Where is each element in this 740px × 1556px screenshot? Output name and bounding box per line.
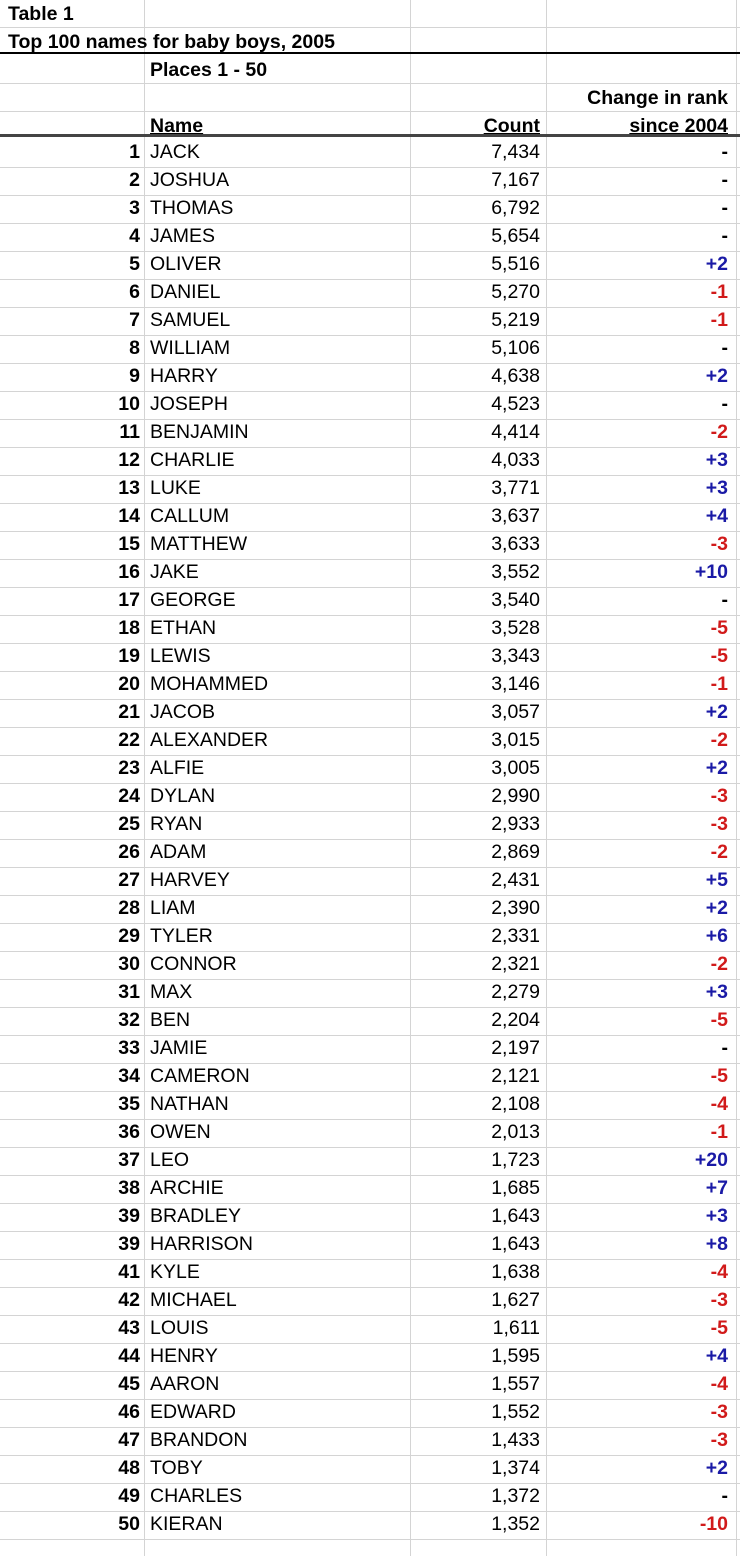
name-cell: LEWIS [150,645,211,667]
change-cell: +3 [705,981,728,1003]
change-cell: -1 [710,1121,728,1143]
name-cell: MICHAEL [150,1289,237,1311]
count-cell: 5,106 [491,337,540,359]
rank-cell: 39 [118,1233,140,1255]
change-cell: -1 [710,281,728,303]
rank-cell: 43 [118,1317,140,1339]
name-cell: JACK [150,141,200,163]
change-cell: +3 [705,449,728,471]
grid-column-divider [546,0,547,1556]
change-cell: +4 [705,1345,728,1367]
count-cell: 2,197 [491,1037,540,1059]
count-cell: 1,557 [491,1373,540,1395]
change-cell: +2 [705,1457,728,1479]
table-label: Table 1 [8,3,74,25]
rank-cell: 16 [118,561,140,583]
count-cell: 7,434 [491,141,540,163]
rank-cell: 32 [118,1009,140,1031]
rank-cell: 9 [129,365,140,387]
rank-cell: 45 [118,1373,140,1395]
rank-cell: 42 [118,1289,140,1311]
change-cell: +3 [705,477,728,499]
rank-cell: 29 [118,925,140,947]
change-cell: +6 [705,925,728,947]
rank-cell: 31 [118,981,140,1003]
change-cell: +7 [705,1177,728,1199]
rank-cell: 1 [129,141,140,163]
name-cell: JAMES [150,225,216,247]
change-cell: +2 [705,757,728,779]
change-cell: +8 [705,1233,728,1255]
name-cell: MAX [150,981,193,1003]
rank-cell: 28 [118,897,140,919]
change-cell: -3 [710,1289,728,1311]
name-cell: HARRY [150,365,218,387]
count-cell: 1,552 [491,1401,540,1423]
name-cell: ADAM [150,841,207,863]
grid-column-divider [144,0,145,1556]
count-cell: 5,654 [491,225,540,247]
table-title: Top 100 names for baby boys, 2005 [8,31,335,53]
name-cell: CONNOR [150,953,237,975]
name-cell: LIAM [150,897,196,919]
name-cell: BENJAMIN [150,421,249,443]
count-cell: 1,374 [491,1457,540,1479]
count-cell: 1,611 [492,1317,540,1339]
count-cell: 3,005 [491,757,540,779]
count-column-header: Count [483,115,540,137]
rank-cell: 36 [118,1121,140,1143]
name-column-header: Name [150,115,204,137]
count-cell: 1,685 [491,1177,540,1199]
change-cell: - [721,393,728,415]
count-cell: 1,638 [491,1261,540,1283]
name-cell: KYLE [150,1261,200,1283]
count-cell: 2,121 [491,1065,540,1087]
name-cell: HARRISON [150,1233,253,1255]
change-cell: +2 [705,701,728,723]
change-cell: - [721,197,728,219]
count-cell: 2,933 [491,813,540,835]
rank-cell: 47 [118,1429,140,1451]
name-cell: LEO [150,1149,190,1171]
count-cell: 3,552 [491,561,540,583]
count-cell: 3,146 [491,673,540,695]
rank-cell: 4 [129,225,140,247]
count-cell: 7,167 [491,169,540,191]
count-cell: 2,869 [491,841,540,863]
rank-cell: 10 [118,393,140,415]
change-cell: -3 [710,785,728,807]
rank-cell: 37 [118,1149,140,1171]
count-cell: 5,516 [491,253,540,275]
name-cell: MATTHEW [150,533,248,555]
count-cell: 4,414 [491,421,540,443]
change-cell: -2 [710,729,728,751]
rank-cell: 17 [118,589,140,611]
change-cell: -3 [710,1401,728,1423]
count-cell: 6,792 [491,197,540,219]
count-cell: 1,627 [491,1289,540,1311]
rank-cell: 49 [118,1485,140,1507]
name-cell: JACOB [150,701,216,723]
change-cell: - [721,141,728,163]
change-cell: -1 [710,673,728,695]
rank-cell: 24 [118,785,140,807]
rank-cell: 26 [118,841,140,863]
rank-cell: 38 [118,1177,140,1199]
change-cell: -5 [710,1065,728,1087]
rank-cell: 6 [129,281,140,303]
count-cell: 1,352 [491,1513,540,1535]
count-cell: 3,528 [491,617,540,639]
change-cell: +3 [705,1205,728,1227]
change-cell: -2 [710,953,728,975]
grid-column-divider [410,0,411,1556]
count-cell: 1,723 [491,1149,540,1171]
change-cell: +2 [705,253,728,275]
count-cell: 5,219 [491,309,540,331]
count-cell: 3,637 [491,505,540,527]
change-cell: -4 [710,1093,728,1115]
change-cell: - [721,589,728,611]
name-cell: ETHAN [150,617,217,639]
count-cell: 2,390 [491,897,540,919]
rank-cell: 21 [118,701,140,723]
rank-cell: 2 [129,169,140,191]
change-cell: -5 [710,645,728,667]
change-cell: -4 [710,1261,728,1283]
change-cell: -5 [710,1317,728,1339]
rank-cell: 41 [118,1261,140,1283]
change-cell: +2 [705,897,728,919]
count-cell: 2,279 [491,981,540,1003]
rank-cell: 27 [118,869,140,891]
name-cell: JAMIE [150,1037,208,1059]
name-cell: BRADLEY [150,1205,242,1227]
rank-cell: 3 [129,197,140,219]
count-cell: 2,990 [491,785,540,807]
name-cell: ARCHIE [150,1177,224,1199]
rank-cell: 13 [118,477,140,499]
rank-cell: 35 [118,1093,140,1115]
rank-cell: 33 [118,1037,140,1059]
name-cell: OWEN [150,1121,211,1143]
count-cell: 4,523 [491,393,540,415]
change-cell: - [721,1485,728,1507]
name-cell: GEORGE [150,589,236,611]
name-cell: HARVEY [150,869,230,891]
name-cell: BRANDON [150,1429,248,1451]
rank-cell: 34 [118,1065,140,1087]
name-cell: NATHAN [150,1093,229,1115]
name-cell: LOUIS [150,1317,209,1339]
name-cell: ALEXANDER [150,729,269,751]
rank-cell: 23 [118,757,140,779]
name-cell: CALLUM [150,505,230,527]
name-cell: AARON [150,1373,220,1395]
rank-cell: 19 [118,645,140,667]
rank-cell: 18 [118,617,140,639]
count-cell: 1,595 [491,1345,540,1367]
name-cell: WILLIAM [150,337,231,359]
count-cell: 2,108 [491,1093,540,1115]
name-cell: TOBY [150,1457,203,1479]
name-cell: BEN [150,1009,191,1031]
count-cell: 4,638 [491,365,540,387]
rank-cell: 22 [118,729,140,751]
count-cell: 1,643 [491,1205,540,1227]
count-cell: 2,431 [491,869,540,891]
count-cell: 4,033 [491,449,540,471]
change-cell: +5 [705,869,728,891]
rank-cell: 50 [118,1513,140,1535]
count-cell: 2,204 [491,1009,540,1031]
change-cell: +10 [694,561,728,583]
rank-cell: 15 [118,533,140,555]
table-subtitle: Places 1 - 50 [150,59,268,81]
change-cell: -2 [710,421,728,443]
rank-cell: 14 [118,505,140,527]
count-cell: 2,331 [491,925,540,947]
count-cell: 3,015 [491,729,540,751]
rank-cell: 30 [118,953,140,975]
change-cell: +4 [705,505,728,527]
rank-cell: 12 [118,449,140,471]
count-cell: 1,372 [491,1485,540,1507]
name-cell: CHARLIE [150,449,235,471]
name-cell: EDWARD [150,1401,236,1423]
name-cell: CHARLES [150,1485,243,1507]
name-cell: OLIVER [150,253,222,275]
change-cell: +2 [705,365,728,387]
count-cell: 3,633 [491,533,540,555]
rank-cell: 5 [129,253,140,275]
rank-cell: 44 [118,1345,140,1367]
change-cell: -3 [710,533,728,555]
change-cell: - [721,1037,728,1059]
rank-cell: 48 [118,1457,140,1479]
count-cell: 2,321 [491,953,540,975]
name-cell: JAKE [150,561,199,583]
grid-row-divider [0,1539,740,1540]
rank-cell: 46 [118,1401,140,1423]
name-cell: JOSEPH [150,393,229,415]
name-cell: DYLAN [150,785,216,807]
rank-cell: 8 [129,337,140,359]
count-cell: 2,013 [491,1121,540,1143]
name-cell: MOHAMMED [150,673,269,695]
rank-cell: 25 [118,813,140,835]
grid-column-divider [736,0,737,1556]
count-cell: 3,771 [491,477,540,499]
change-cell: -5 [710,617,728,639]
name-cell: TYLER [150,925,213,947]
change-cell: -4 [710,1373,728,1395]
change-cell: +20 [694,1149,728,1171]
count-cell: 1,433 [491,1429,540,1451]
change-cell: -1 [710,309,728,331]
name-cell: ALFIE [150,757,205,779]
name-cell: JOSHUA [150,169,230,191]
name-cell: SAMUEL [150,309,231,331]
change-cell: -2 [710,841,728,863]
change-cell: -3 [710,813,728,835]
name-cell: CAMERON [150,1065,250,1087]
name-cell: THOMAS [150,197,234,219]
rank-cell: 20 [118,673,140,695]
change-cell: -5 [710,1009,728,1031]
name-cell: HENRY [150,1345,218,1367]
count-cell: 3,343 [491,645,540,667]
rank-cell: 11 [119,421,140,443]
change-cell: - [721,225,728,247]
change-header-line2: since 2004 [629,115,728,137]
count-cell: 3,540 [491,589,540,611]
name-cell: LUKE [150,477,201,499]
change-cell: - [721,169,728,191]
change-cell: -3 [710,1429,728,1451]
name-cell: RYAN [150,813,203,835]
rank-cell: 39 [118,1205,140,1227]
change-cell: -10 [699,1513,728,1535]
count-cell: 5,270 [491,281,540,303]
name-cell: DANIEL [150,281,221,303]
change-header-line1: Change in rank [587,87,728,109]
change-cell: - [721,337,728,359]
rank-cell: 7 [129,309,140,331]
name-cell: KIERAN [150,1513,223,1535]
count-cell: 3,057 [491,701,540,723]
count-cell: 1,643 [491,1233,540,1255]
